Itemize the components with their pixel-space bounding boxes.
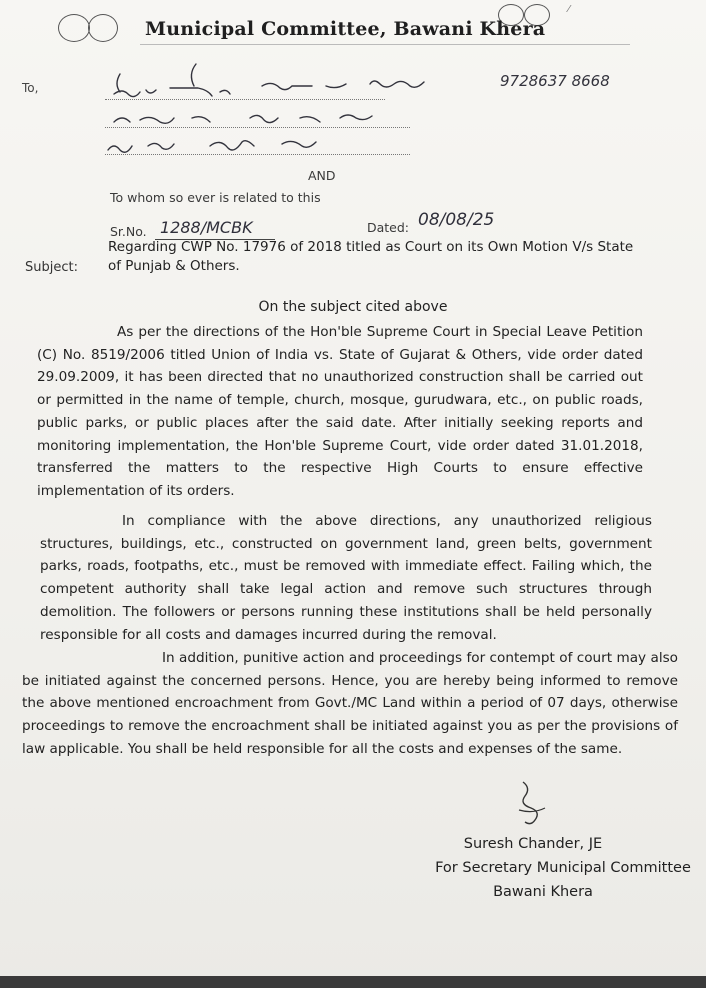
body-paragraph-2: In compliance with the above directions, any unauthorized religious structures, buildings, etc., constructed on government land, green belts, government parks, roads, footpaths, etc., must be removed with immediate effect. Failing which, the competent authority shall take legal action and remove such structures through demolition. The followers or persons running these institutions shall be held personally responsible for all costs and damages incurred during the removal. xyxy=(40,513,652,643)
addressee-line-3 xyxy=(105,153,410,155)
dated-label: Dated: xyxy=(367,220,410,235)
dated-value: 08/08/25 xyxy=(418,210,495,230)
header-divider xyxy=(140,44,630,45)
bottom-edge xyxy=(0,976,706,988)
body-paragraph-3: In addition, punitive action and proceedings for contempt of court may also be initiated against the concerned persons. Hence, you are hereby being informed to remove the above mentioned encroachment from Govt./MC Land within a period of 07 days, otherwise proceedings to remove the encroachment shall be initiated against you as per the provisions of law applicable. You shall be held responsible for all the costs and expenses of the same. xyxy=(22,650,678,757)
whom-label: To whom so ever is related to this xyxy=(110,190,321,205)
emblem-left-icon xyxy=(58,14,90,42)
to-label: To, xyxy=(22,81,39,95)
signature-block xyxy=(420,832,706,904)
handwritten-addressee-icon xyxy=(100,62,610,162)
mark-icon: ⁄ xyxy=(568,4,570,15)
svg-text:9728637 8668: 9728637 8668 xyxy=(500,72,610,90)
sr-no-value: 1288/MCBK xyxy=(160,218,253,237)
signatory-place: Bawani Khera xyxy=(493,884,593,900)
body-paragraph-1: As per the directions of the Hon'ble Supreme Court in Special Leave Petition (C) No. 8519/2006 titled Union of India vs. State of Gujarat & Others, vide order dated 29.09.2009, it has been directed that no unauthorized construction shall be carried out or permitted in the name of temple, church, mosque, gurudwara, etc., on public roads, public parks, or public places after the said date. After initially seeking reports and monitoring implementation, the Hon'ble Supreme Court, vide order dated 31.01.2018, transferred the matters to the respective High Courts to ensure effective implementation of its orders. xyxy=(37,324,643,499)
signature-scribble-icon xyxy=(513,780,553,830)
addressee-line-1 xyxy=(105,98,385,100)
cited-line: On the subject cited above xyxy=(258,299,448,315)
and-label: AND xyxy=(308,168,336,183)
sr-no-label: Sr.No. xyxy=(110,224,147,239)
signatory-designation: For Secretary Municipal Committee xyxy=(435,860,691,876)
emblem-left-2-icon xyxy=(88,14,118,42)
letterhead-title: Municipal Committee, Bawani Khera xyxy=(145,18,546,40)
subject-text: Regarding CWP No. 17976 of 2018 titled as Court on its Own Motion V/s State of Punjab & Others. xyxy=(108,239,634,274)
addressee-line-2 xyxy=(105,126,410,128)
subject-label: Subject: xyxy=(25,260,78,275)
signatory-name: Suresh Chander, JE xyxy=(463,836,603,852)
